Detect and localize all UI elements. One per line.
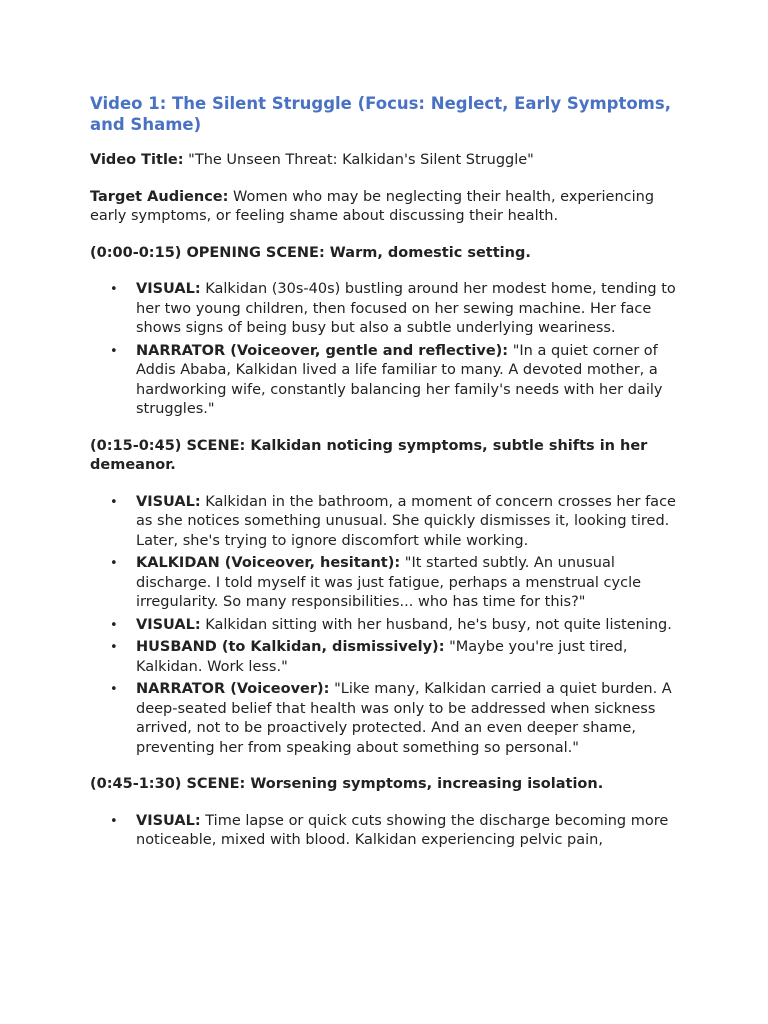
bullet-text: "It started subtly. An unusual discharge. I told myself it was just fatigue, perhaps a menstrual cycle irregularity. So many responsibilities... who has time for this?" bbox=[136, 555, 642, 610]
scene-1 bbox=[90, 244, 685, 420]
scene-bullet-list bbox=[90, 812, 685, 851]
video-title-label: Video Title: bbox=[90, 152, 184, 168]
bullet-label: NARRATOR (Voiceover, gentle and reflective): bbox=[136, 342, 509, 359]
scene-title: (0:15-0:45) SCENE: Kalkidan noticing symptoms, subtle shifts in her demeanor. bbox=[90, 437, 648, 473]
bullet-item bbox=[90, 680, 685, 758]
bullet-item bbox=[90, 554, 685, 613]
scene-2 bbox=[90, 437, 685, 759]
video-title-line bbox=[90, 151, 685, 171]
scene-title: (0:45-1:30) SCENE: Worsening symptoms, increasing isolation. bbox=[90, 776, 604, 792]
bullet-label: VISUAL: bbox=[136, 616, 201, 633]
bullet-text: Kalkidan (30s-40s) bustling around her modest home, tending to her two young children, then focused on her sewing machine. Her face shows signs of being busy but also a subtle underlying weariness. bbox=[136, 281, 676, 336]
bullet-text: "In a quiet corner of Addis Ababa, Kalkidan lived a life familiar to many. A devoted mother, a hardworking wife, constantly balancing her family's needs with her daily struggles." bbox=[136, 342, 663, 417]
bullet-label: VISUAL: bbox=[136, 812, 201, 829]
bullet-text: Kalkidan in the bathroom, a moment of concern crosses her face as she notices something unusual. She quickly dismisses it, looking tired. Later, she's trying to ignore discomfort while working. bbox=[136, 493, 676, 549]
bullet-item bbox=[90, 616, 685, 636]
scene-title: (0:00-0:15) OPENING SCENE: Warm, domestic setting. bbox=[90, 244, 531, 261]
bullet-text: Kalkidan sitting with her husband, he's busy, not quite listening. bbox=[200, 616, 672, 633]
target-audience-text: Women who may be neglecting their health, experiencing early symptoms, or feeling shame about discussing their health. bbox=[90, 188, 655, 224]
bullet-label: KALKIDAN (Voiceover, hesitant): bbox=[136, 555, 401, 571]
bullet-text: "Like many, Kalkidan carried a quiet burden. A deep-seated belief that health was only to be addressed when sickness arrived, not to be proactively protected. And an even deeper shame, preventing her from speaking about something so personal." bbox=[136, 681, 672, 756]
scene-3 bbox=[90, 775, 685, 851]
bullet-label: HUSBAND (to Kalkidan, dismissively): bbox=[136, 639, 445, 655]
target-audience-line bbox=[90, 188, 685, 227]
bullet-label: VISUAL: bbox=[136, 281, 201, 297]
bullet-item bbox=[90, 493, 685, 552]
bullet-text: "Maybe you're just tired, Kalkidan. Work less." bbox=[136, 639, 628, 675]
bullet-item bbox=[90, 638, 685, 677]
video-title-text: "The Unseen Threat: Kalkidan's Silent Struggle" bbox=[183, 152, 534, 168]
bullet-item bbox=[90, 812, 685, 851]
document-heading: Video 1: The Silent Struggle (Focus: Neglect, Early Symptoms, and Shame) bbox=[90, 94, 671, 134]
bullet-label: NARRATOR (Voiceover): bbox=[136, 681, 330, 697]
scene-bullet-list bbox=[90, 493, 685, 759]
scene-bullet-list bbox=[90, 280, 685, 420]
target-audience-label: Target Audience: bbox=[90, 188, 229, 205]
bullet-item bbox=[90, 342, 685, 420]
bullet-label: VISUAL: bbox=[136, 493, 201, 510]
document-content bbox=[90, 93, 685, 868]
bullet-item bbox=[90, 280, 685, 339]
bullet-text: Time lapse or quick cuts showing the discharge becoming more noticeable, mixed with blood. Kalkidan experiencing pelvic pain, bbox=[136, 812, 669, 848]
